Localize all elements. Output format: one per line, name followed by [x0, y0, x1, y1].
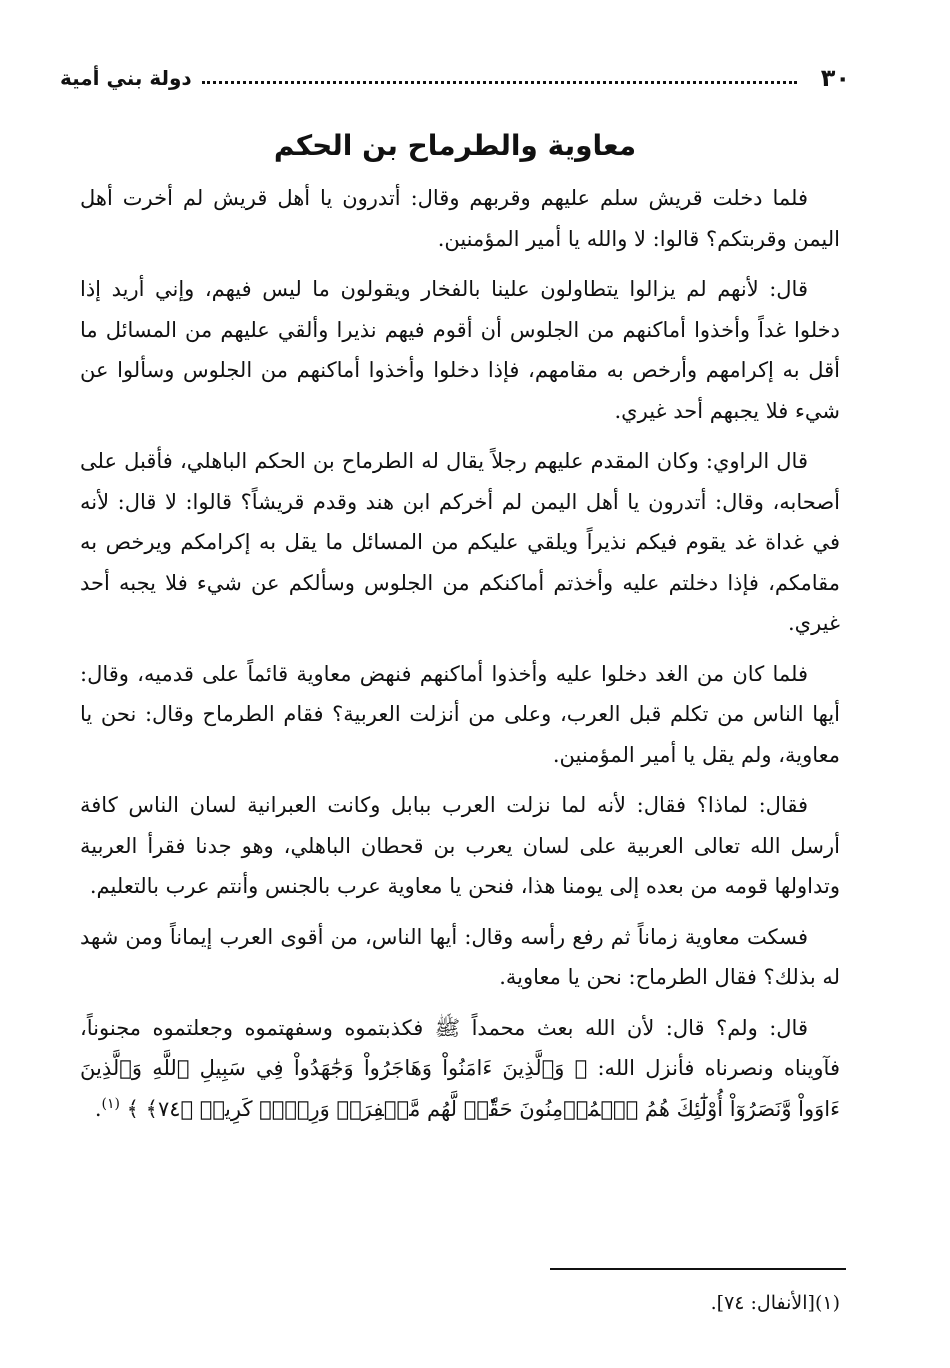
paragraph: قال الراوي: وكان المقدم عليهم رجلاً يقال له الطرماح بن الحكم الباهلي، فأقبل على أصحابه، وقال: أتدرون يا أهل اليمن لم أخركم ابن هند وقدم قريشاً؟ قالوا: لا قال: لأنه في غداة غد يقوم فيكم نذيراً ويلقي عليكم من المسائل ما يقل به إكرامكم ويرخص به مقامكم، فإذا دخلتم عليه وأخذتم أماكنكم من الجلوس وسألكم عن شيء فلا يجبه أحد غيري.: [80, 449, 840, 635]
paragraph: فلما دخلت قريش سلم عليهم وقربهم وقال: أتدرون يا أهل قريش لم أخرت أهل اليمن وقربتكم؟ قالوا: لا والله يا أمير المؤمنين.: [80, 186, 840, 251]
paragraph-text: قال: ولم؟ قال: لأن الله بعث محمداً ﷺ فكذبتموه وسفهتموه وجعلتموه مجنوناً، فآويناه ونصرناه فأنزل الله:: [80, 1015, 840, 1080]
paragraph: فسكت معاوية زماناً ثم رفع رأسه وقال: أيها الناس، من أقوى العرب إيماناً ومن شهد له بذلك؟ فقال الطرماح: نحن يا معاوية.: [80, 924, 840, 989]
footnote-divider: [550, 1268, 846, 1270]
paragraph-with-verse: [80, 1008, 840, 1130]
running-title: دولة بني أمية: [60, 66, 192, 90]
main-text: [80, 178, 840, 1139]
footnote: (١)[الأنفال: ٧٤].: [710, 1292, 840, 1314]
chapter-title: معاوية والطرماح بن الحكم: [273, 129, 637, 162]
running-header: [60, 58, 850, 98]
paragraph: فلما كان من الغد دخلوا عليه وأخذوا أماكنهم فنهض معاوية قائماً على قدميه، وقال: أيها الناس من تكلم قبل العرب، وعلى من أنزلت العربية؟ فقام الطرماح وقال: نحن يا معاوية، ولم يقل يا أمير المؤمنين.: [80, 661, 840, 767]
sentence-end: .: [94, 1096, 102, 1121]
dotted-leader: [202, 81, 797, 84]
footnote-reference: (١): [101, 1095, 120, 1112]
paragraph: فقال: لماذا؟ فقال: لأنه لما نزلت العرب ببابل وكانت العبرانية لسان الناس كافة أرسل الله تعالى العربية على لسان يعرب بن قحطان الباهلي، وهو جدنا فقرأ العربية وتداولها قومه من بعده إلى يومنا هذا، فنحن يا معاوية عرب بالجنس وأنتم عرب بالتعليم.: [80, 793, 840, 898]
page-number: ٣٠: [820, 64, 850, 92]
quran-verse: ﴿ وَٱلَّذِينَ ءَامَنُواْ وَهَاجَرُواْ وَجَٰهَدُواْ فِي سَبِيلِ ٱللَّهِ وَٱلَّذِينَ ءَاوَواْ وَّنَصَرُوٓاْ أُوْلَٰٓئِكَ هُمُ ٱلۡمُؤۡمِنُونَ حَقّٗاۚ لَّهُم مَّغۡفِرَةٞ وَرِزۡقٞ كَرِيمٞ ﴿٧٤﴾ ﴾: [80, 1056, 840, 1121]
paragraph: قال: لأنهم لم يزالوا يتطاولون علينا بالفخار ويقولون ما ليس فيهم، وإني أريد إذا دخلوا غداً وأخذوا أماكنهم من الجلوس أن أقوم فيهم نذيرا وألقي عليهم من المسائل ما أقل به إكرامهم وأرخص به مقامهم، فإذا دخلوا وأخذوا أماكنهم من الجلوس وسألوا عن شيء فلا يجبهم أحد غيري.: [80, 277, 840, 423]
